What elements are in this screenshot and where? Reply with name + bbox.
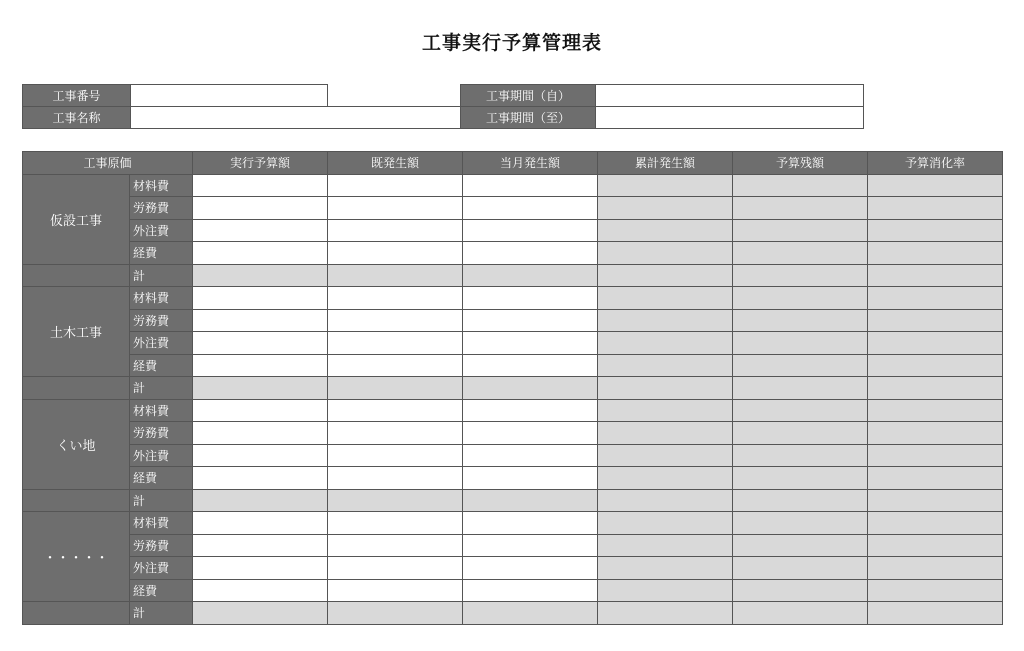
header-current-month-amount: 当月発生額 — [463, 152, 598, 175]
calculated-cell — [733, 489, 868, 512]
section-name: くい地 — [23, 399, 130, 489]
cost-item-label: 外注費 — [130, 444, 193, 467]
table-row — [23, 219, 1003, 242]
input-cell[interactable] — [463, 287, 598, 310]
calculated-cell — [598, 399, 733, 422]
cost-item-label: 材料費 — [130, 512, 193, 535]
calculated-cell — [868, 174, 1003, 197]
calculated-cell — [598, 602, 733, 625]
header-consumption-rate: 予算消化率 — [868, 152, 1003, 175]
calculated-cell — [868, 557, 1003, 580]
input-cell[interactable] — [193, 309, 328, 332]
calculated-cell — [868, 354, 1003, 377]
calculated-cell — [733, 219, 868, 242]
calculated-cell — [733, 197, 868, 220]
calculated-cell — [193, 489, 328, 512]
calculated-cell — [733, 309, 868, 332]
input-cell[interactable] — [328, 534, 463, 557]
calculated-cell — [733, 242, 868, 265]
info-gap — [328, 85, 461, 107]
calculated-cell — [733, 444, 868, 467]
calculated-cell — [598, 309, 733, 332]
input-cell[interactable] — [463, 467, 598, 490]
input-cell[interactable] — [328, 467, 463, 490]
subtotal-label: 計 — [130, 264, 193, 287]
calculated-cell — [733, 422, 868, 445]
input-cell[interactable] — [463, 399, 598, 422]
calculated-cell — [598, 422, 733, 445]
input-cell[interactable] — [193, 174, 328, 197]
calculated-cell — [868, 219, 1003, 242]
calculated-cell — [598, 579, 733, 602]
input-cell[interactable] — [193, 197, 328, 220]
calculated-cell — [733, 174, 868, 197]
table-row — [23, 579, 1003, 602]
cost-item-label: 材料費 — [130, 287, 193, 310]
input-cell[interactable] — [463, 579, 598, 602]
table-row — [23, 467, 1003, 490]
section-total-blank-cell — [23, 377, 130, 400]
cost-item-label: 経費 — [130, 579, 193, 602]
cost-item-label: 外注費 — [130, 557, 193, 580]
cost-item-label: 外注費 — [130, 219, 193, 242]
calculated-cell — [868, 309, 1003, 332]
page-title: 工事実行予算管理表 — [421, 32, 602, 54]
calculated-cell — [598, 354, 733, 377]
calculated-cell — [193, 264, 328, 287]
calculated-cell — [868, 264, 1003, 287]
table-row — [23, 512, 1003, 535]
period-start-field[interactable] — [596, 85, 864, 107]
budget-table-body — [23, 174, 1003, 624]
period-end-label: 工事期間（至） — [461, 107, 596, 129]
input-cell[interactable] — [463, 174, 598, 197]
calculated-cell — [733, 534, 868, 557]
table-row — [23, 534, 1003, 557]
table-row — [23, 287, 1003, 310]
calculated-cell — [868, 444, 1003, 467]
table-row — [23, 557, 1003, 580]
input-cell[interactable] — [193, 332, 328, 355]
input-cell[interactable] — [463, 422, 598, 445]
calculated-cell — [328, 489, 463, 512]
input-cell[interactable] — [193, 444, 328, 467]
table-row — [23, 309, 1003, 332]
section-total-blank-cell — [23, 489, 130, 512]
input-cell[interactable] — [463, 444, 598, 467]
calculated-cell — [463, 264, 598, 287]
cost-item-label: 経費 — [130, 354, 193, 377]
input-cell[interactable] — [463, 242, 598, 265]
calculated-cell — [598, 174, 733, 197]
subtotal-label: 計 — [130, 377, 193, 400]
project-name-label: 工事名称 — [23, 107, 131, 129]
calculated-cell — [598, 197, 733, 220]
calculated-cell — [868, 242, 1003, 265]
cost-item-label: 経費 — [130, 242, 193, 265]
subtotal-label: 計 — [130, 489, 193, 512]
calculated-cell — [868, 197, 1003, 220]
input-cell[interactable] — [328, 174, 463, 197]
input-cell[interactable] — [193, 579, 328, 602]
input-cell[interactable] — [193, 422, 328, 445]
subtotal-label: 計 — [130, 602, 193, 625]
table-row — [23, 264, 1003, 287]
input-cell[interactable] — [463, 219, 598, 242]
period-end-field[interactable] — [596, 107, 864, 129]
calculated-cell — [328, 377, 463, 400]
calculated-cell — [598, 219, 733, 242]
header-remaining-budget: 予算残額 — [733, 152, 868, 175]
calculated-cell — [598, 534, 733, 557]
calculated-cell — [598, 557, 733, 580]
header-cost-category: 工事原価 — [23, 152, 193, 175]
input-cell[interactable] — [328, 399, 463, 422]
calculated-cell — [733, 557, 868, 580]
input-cell[interactable] — [193, 242, 328, 265]
input-cell[interactable] — [328, 444, 463, 467]
calculated-cell — [733, 287, 868, 310]
calculated-cell — [868, 579, 1003, 602]
table-row — [23, 354, 1003, 377]
budget-table — [22, 151, 1003, 625]
calculated-cell — [733, 399, 868, 422]
input-cell[interactable] — [193, 219, 328, 242]
input-cell[interactable] — [328, 354, 463, 377]
calculated-cell — [733, 467, 868, 490]
table-row — [23, 444, 1003, 467]
section-name: 仮設工事 — [23, 174, 130, 264]
header-budget-amount: 実行予算額 — [193, 152, 328, 175]
project-number-field[interactable] — [131, 85, 328, 107]
header-cumulative-amount: 累計発生額 — [598, 152, 733, 175]
input-cell[interactable] — [328, 422, 463, 445]
table-row — [23, 174, 1003, 197]
calculated-cell — [598, 287, 733, 310]
calculated-cell — [868, 467, 1003, 490]
section-name: 土木工事 — [23, 287, 130, 377]
input-cell[interactable] — [328, 309, 463, 332]
input-cell[interactable] — [463, 534, 598, 557]
calculated-cell — [733, 332, 868, 355]
input-cell[interactable] — [463, 309, 598, 332]
input-cell[interactable] — [463, 197, 598, 220]
input-cell[interactable] — [193, 534, 328, 557]
period-start-label: 工事期間（自） — [461, 85, 596, 107]
calculated-cell — [598, 332, 733, 355]
calculated-cell — [463, 377, 598, 400]
calculated-cell — [868, 602, 1003, 625]
calculated-cell — [733, 512, 868, 535]
section-total-blank-cell — [23, 264, 130, 287]
input-cell[interactable] — [328, 219, 463, 242]
cost-item-label: 労務費 — [130, 422, 193, 445]
cost-item-label: 材料費 — [130, 399, 193, 422]
input-cell[interactable] — [463, 354, 598, 377]
calculated-cell — [598, 444, 733, 467]
calculated-cell — [328, 602, 463, 625]
table-row — [23, 242, 1003, 265]
cost-item-label: 労務費 — [130, 197, 193, 220]
project-info-row-2 — [23, 107, 864, 129]
calculated-cell — [193, 377, 328, 400]
input-cell[interactable] — [328, 287, 463, 310]
table-row — [23, 602, 1003, 625]
calculated-cell — [463, 489, 598, 512]
input-cell[interactable] — [193, 354, 328, 377]
calculated-cell — [598, 264, 733, 287]
table-row — [23, 377, 1003, 400]
cost-item-label: 労務費 — [130, 309, 193, 332]
input-cell[interactable] — [328, 579, 463, 602]
input-cell[interactable] — [463, 557, 598, 580]
section-name: ・・・・・ — [23, 512, 130, 602]
calculated-cell — [868, 534, 1003, 557]
input-cell[interactable] — [193, 467, 328, 490]
calculated-cell — [733, 377, 868, 400]
input-cell[interactable] — [463, 332, 598, 355]
input-cell[interactable] — [193, 557, 328, 580]
cost-item-label: 外注費 — [130, 332, 193, 355]
calculated-cell — [598, 489, 733, 512]
calculated-cell — [598, 512, 733, 535]
calculated-cell — [598, 377, 733, 400]
input-cell[interactable] — [328, 197, 463, 220]
calculated-cell — [193, 602, 328, 625]
calculated-cell — [868, 332, 1003, 355]
cost-item-label: 材料費 — [130, 174, 193, 197]
table-row — [23, 332, 1003, 355]
calculated-cell — [868, 422, 1003, 445]
cost-item-label: 経費 — [130, 467, 193, 490]
input-cell[interactable] — [463, 512, 598, 535]
calculated-cell — [733, 579, 868, 602]
calculated-cell — [328, 264, 463, 287]
table-row — [23, 399, 1003, 422]
table-row — [23, 489, 1003, 512]
input-cell[interactable] — [328, 557, 463, 580]
calculated-cell — [868, 287, 1003, 310]
calculated-cell — [868, 489, 1003, 512]
calculated-cell — [868, 399, 1003, 422]
calculated-cell — [733, 264, 868, 287]
input-cell[interactable] — [193, 399, 328, 422]
input-cell[interactable] — [193, 287, 328, 310]
input-cell[interactable] — [328, 512, 463, 535]
project-number-label: 工事番号 — [23, 85, 131, 107]
cost-item-label: 労務費 — [130, 534, 193, 557]
calculated-cell — [868, 512, 1003, 535]
project-info-table — [22, 84, 864, 129]
input-cell[interactable] — [193, 512, 328, 535]
calculated-cell — [598, 467, 733, 490]
calculated-cell — [733, 354, 868, 377]
calculated-cell — [598, 242, 733, 265]
calculated-cell — [733, 602, 868, 625]
calculated-cell — [868, 377, 1003, 400]
table-row — [23, 197, 1003, 220]
section-total-blank-cell — [23, 602, 130, 625]
header-row — [23, 152, 1003, 175]
table-row — [23, 422, 1003, 445]
calculated-cell — [463, 602, 598, 625]
header-previous-amount: 既発生額 — [328, 152, 463, 175]
project-info-row-1 — [23, 85, 864, 107]
input-cell[interactable] — [328, 242, 463, 265]
project-name-field[interactable] — [131, 107, 461, 129]
input-cell[interactable] — [328, 332, 463, 355]
